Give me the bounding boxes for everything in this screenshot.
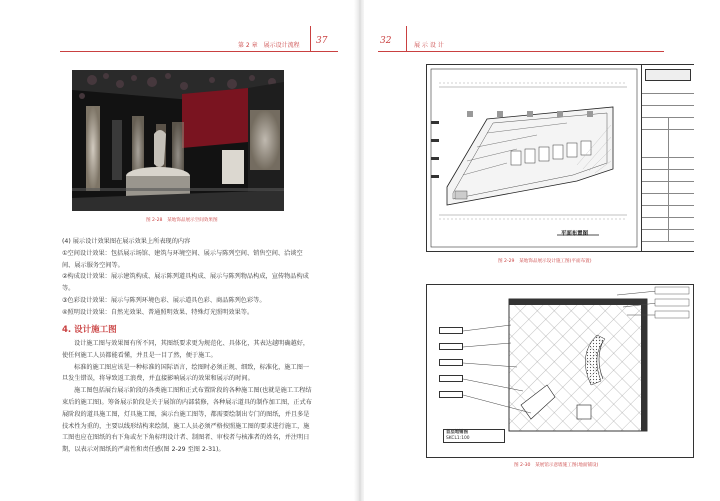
paving-legend-box	[439, 391, 463, 398]
body-text	[62, 338, 312, 456]
header-divider	[310, 26, 311, 52]
chapter-title: 第 2 章 展示设计流程	[238, 42, 300, 49]
book-title: 展 示 设 计	[414, 42, 444, 49]
drawing-stamp	[443, 429, 505, 443]
paving-legend-box	[439, 359, 463, 366]
list-item: ①空间设计效果：包括展示场馆、建筑与环境空间、展示与陈列空间、销售空间、洽谈空间、展示服务空间等。	[62, 249, 303, 269]
floor-plan-drawing	[426, 64, 694, 252]
header-rule	[378, 51, 664, 52]
body-paragraph: 标准的施工图应该是一种标准的国际语言，绘图时必须正规、细致，标准化，施工图一旦发生错误，将导致返工浪费，并直接影响展示的效果和展示的时间。	[62, 363, 310, 383]
exhibition-render-photo	[72, 70, 284, 211]
body-paragraph: 施工图包括展台展示阶段的各类施工图和正式布置阶段的各种施工图(也就是施工工程结束后的施工图)。筹备展示阶段是关于展馆的内部装修，各种展示道具的制作加工图，正式布展阶段的道具施工图，灯具施工图，演示台施工图等，都需要绘制出专门的图纸，并且多是技术性为重的，主要以线形结构来绘制，施工人员必须严格按照施工图的要求进行施工，施工图也应在图纸的右下角或左下角标明设计者、制图者、审校者与核准者的姓名，并注明日期，以表示对图纸的严肃性和责任感(图 2-29 至图 2-31)。	[62, 387, 312, 454]
exhibition-render-illustration	[72, 70, 284, 211]
list-intro: (4) 展示设计效果图在展示效果上所表现的内容	[62, 238, 191, 245]
right-page	[364, 0, 720, 501]
paving-legend-box	[439, 327, 463, 334]
page-number: 37	[316, 36, 328, 46]
list-item: ②构成设计效果：展示建筑构成、展示陈列道具构成、展示与陈列物品构成，宣传物品构成等。	[62, 273, 309, 293]
list-item: ④照明设计效果：自然光效果、普通照明效果、特殊灯光照明效果等。	[62, 308, 254, 316]
drawing-title-block	[641, 65, 694, 251]
page-number: 32	[380, 36, 392, 46]
section-title: 4. 设计施工图	[62, 325, 117, 335]
figure-caption: 图 2-28 某地饰品展示空间效果图	[146, 218, 218, 223]
paving-legend-box	[439, 343, 463, 350]
figure-caption: 图 2-29 某地饰品展示设计施工图(平面布置)	[498, 259, 592, 264]
header-divider	[406, 26, 407, 52]
list-item: ③色彩设计效果：展示与陈列环境色彩、展示道具色彩、商品陈列色彩等。	[62, 296, 266, 304]
paving-legend-box	[439, 375, 463, 382]
stamp-title: 首层地铺图	[446, 430, 468, 435]
logo-box	[645, 69, 691, 81]
content-list	[62, 236, 312, 319]
stamp-scale: SKCL1:100	[446, 436, 470, 441]
body-paragraph: 设计施工图与效果图有所不同，其图纸要求更为规范化、具体化，其表达越明确越好，使任何施工人员都能看懂，并且是一目了然，便于施工。	[62, 340, 310, 359]
left-page	[0, 0, 356, 501]
header-rule	[60, 51, 338, 52]
floor-paving-drawing	[426, 284, 694, 458]
floor-plan-illustration	[427, 65, 641, 251]
figure-caption: 图 2-30 某展馆示意墙施工图(地面铺设)	[514, 463, 599, 468]
plan-label: 平面布置图	[561, 231, 588, 237]
